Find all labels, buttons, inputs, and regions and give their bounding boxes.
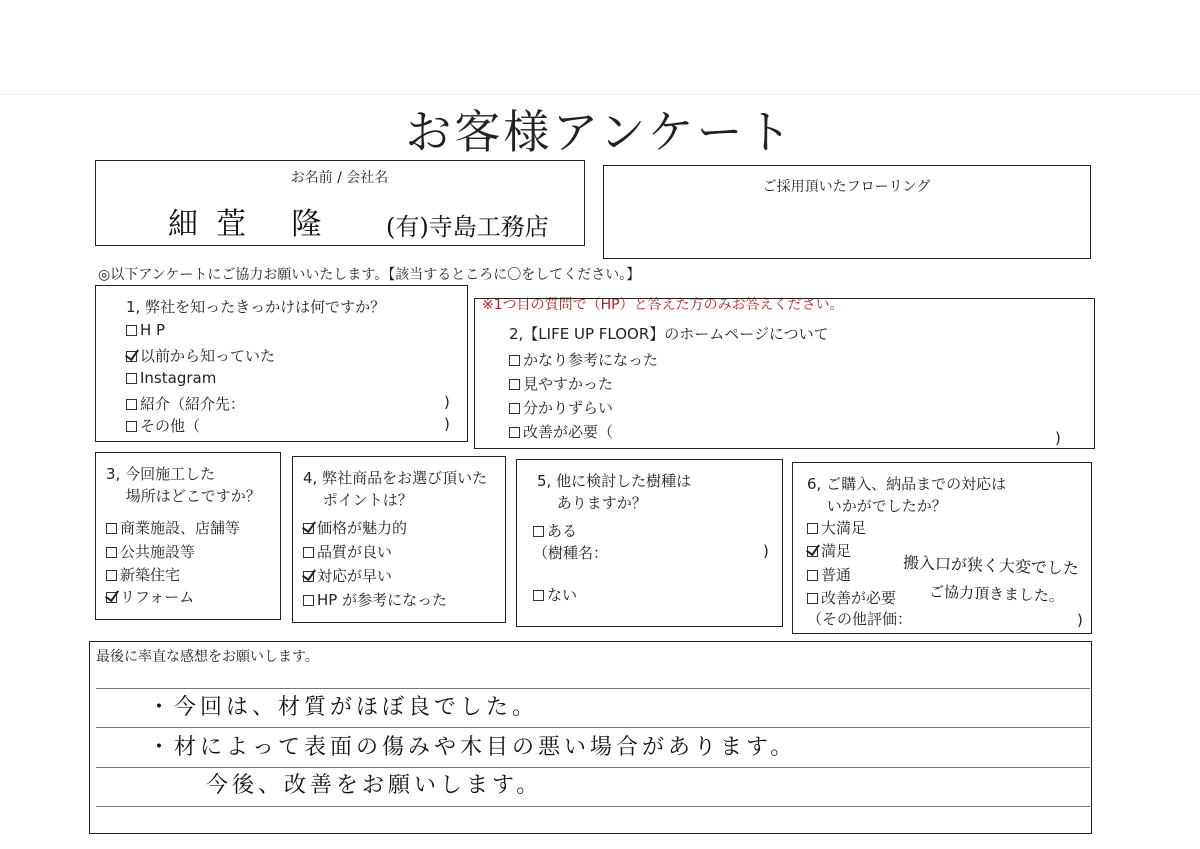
species-label: （樹種名：: [533, 544, 609, 562]
q1-option: 以前から知っていた: [126, 345, 275, 366]
checkbox[interactable]: [509, 379, 520, 390]
q1-option: その他（: [126, 415, 200, 436]
name-label: お名前 / 会社名: [290, 170, 389, 186]
q2-option: 分かりずらい: [509, 397, 613, 418]
comments-label: 最後に率直な感想をお願いします。: [96, 649, 319, 665]
ruled-line: [96, 727, 1090, 728]
q3-option: リフォーム: [106, 586, 194, 607]
close-paren: ): [763, 542, 769, 560]
ruled-line: [96, 688, 1090, 689]
q2-note: ※1つ目の質問で（HP）と答えた方のみお答えください。: [482, 297, 844, 313]
close-paren: ): [444, 415, 450, 433]
checkbox[interactable]: [509, 355, 520, 366]
q4-option: 対応が早い: [303, 565, 392, 586]
other-eval-label: （その他評価：: [807, 610, 913, 628]
handwritten-comment-line3: 今後、改善をお願いします。: [180, 773, 543, 798]
checkbox-checked[interactable]: [303, 523, 314, 534]
flooring-box: [603, 165, 1091, 259]
handwritten-name: 細萓 隆: [168, 207, 340, 242]
close-paren: ): [1077, 611, 1083, 629]
scan-edge: [0, 94, 1200, 95]
checkbox[interactable]: [106, 570, 117, 581]
checkbox[interactable]: [303, 595, 314, 606]
checkbox[interactable]: [807, 523, 818, 534]
q4-question: 4, 弊社商品をお選び頂いた ポイントは？: [303, 469, 488, 509]
checkbox-checked[interactable]: [303, 571, 314, 582]
q1-box: [95, 285, 468, 442]
q1-option: Instagram: [126, 369, 216, 387]
checkbox[interactable]: [509, 427, 520, 438]
checkbox[interactable]: [533, 590, 544, 601]
checkbox-checked[interactable]: [126, 351, 137, 362]
checkbox-checked[interactable]: [807, 546, 818, 557]
q1-option: H P: [126, 321, 165, 339]
close-paren: ): [444, 393, 450, 411]
q5-option-yes: ある: [533, 520, 577, 541]
checkbox[interactable]: [106, 547, 117, 558]
checkbox[interactable]: [126, 421, 137, 432]
handwritten-q6-line1: 搬入口が狭く大変でした: [902, 552, 1080, 579]
q3-question: 3, 今回施工した 場所はどこですか？: [106, 465, 261, 505]
checkbox[interactable]: [533, 526, 544, 537]
q5-question: 5, 他に検討した樹種は ありますか？: [537, 472, 692, 512]
handwritten-comment-line2: ・材によって表面の傷みや木目の悪い場合があります。: [148, 735, 797, 760]
q4-box: [292, 456, 506, 623]
handwritten-q6-line2: ご協力頂きました。: [928, 582, 1065, 606]
q4-option: HP が参考になった: [303, 589, 447, 610]
q5-box: [516, 459, 783, 627]
q6-option: 改善が必要: [807, 587, 896, 608]
q2-option: かなり参考になった: [509, 349, 658, 370]
q3-option: 公共施設等: [106, 541, 195, 562]
handwritten-comment-line1: ・今回は、材質がほぼ良でした。: [148, 695, 539, 720]
q6-option: 大満足: [807, 517, 866, 538]
checkbox[interactable]: [303, 547, 314, 558]
close-paren: ): [1055, 429, 1061, 447]
checkbox[interactable]: [807, 570, 818, 581]
q3-option: 新築住宅: [106, 564, 180, 585]
checkbox-checked[interactable]: [106, 592, 117, 603]
checkbox[interactable]: [106, 523, 117, 534]
ruled-line: [96, 806, 1090, 807]
q6-option: 満足: [807, 540, 851, 561]
handwritten-company: (有)寺島工務店: [386, 213, 549, 241]
checkbox[interactable]: [509, 403, 520, 414]
intro-text: ◎以下アンケートにご協力お願いいたします。【該当するところに〇をしてください。】: [98, 267, 641, 283]
q5-option-no: ない: [533, 584, 577, 605]
checkbox[interactable]: [807, 593, 818, 604]
q6-question: 6, ご購入、納品までの対応は いかがでしたか？: [807, 475, 1007, 515]
checkbox[interactable]: [126, 399, 137, 410]
q4-option: 価格が魅力的: [303, 517, 407, 538]
q2-option: 見やすかった: [509, 373, 613, 394]
q3-box: [95, 452, 281, 620]
name-box: [95, 160, 585, 246]
q1-option: 紹介（紹介先：: [126, 393, 245, 414]
q6-option: 普通: [807, 564, 851, 585]
page-title: お客様アンケート: [405, 105, 795, 159]
q6-box: [792, 462, 1092, 634]
checkbox[interactable]: [126, 373, 137, 384]
q2-question: 2,【LIFE UP FLOOR】のホームページについて: [509, 325, 829, 343]
q1-question: 1, 弊社を知ったきっかけは何ですか？: [126, 298, 386, 316]
q3-option: 商業施設、店舗等: [106, 517, 240, 538]
q2-option: 改善が必要（: [509, 421, 613, 442]
q4-option: 品質が良い: [303, 541, 392, 562]
q2-box: [474, 298, 1095, 449]
flooring-label: ご採用頂いたフローリング: [762, 179, 931, 195]
checkbox[interactable]: [126, 325, 137, 336]
